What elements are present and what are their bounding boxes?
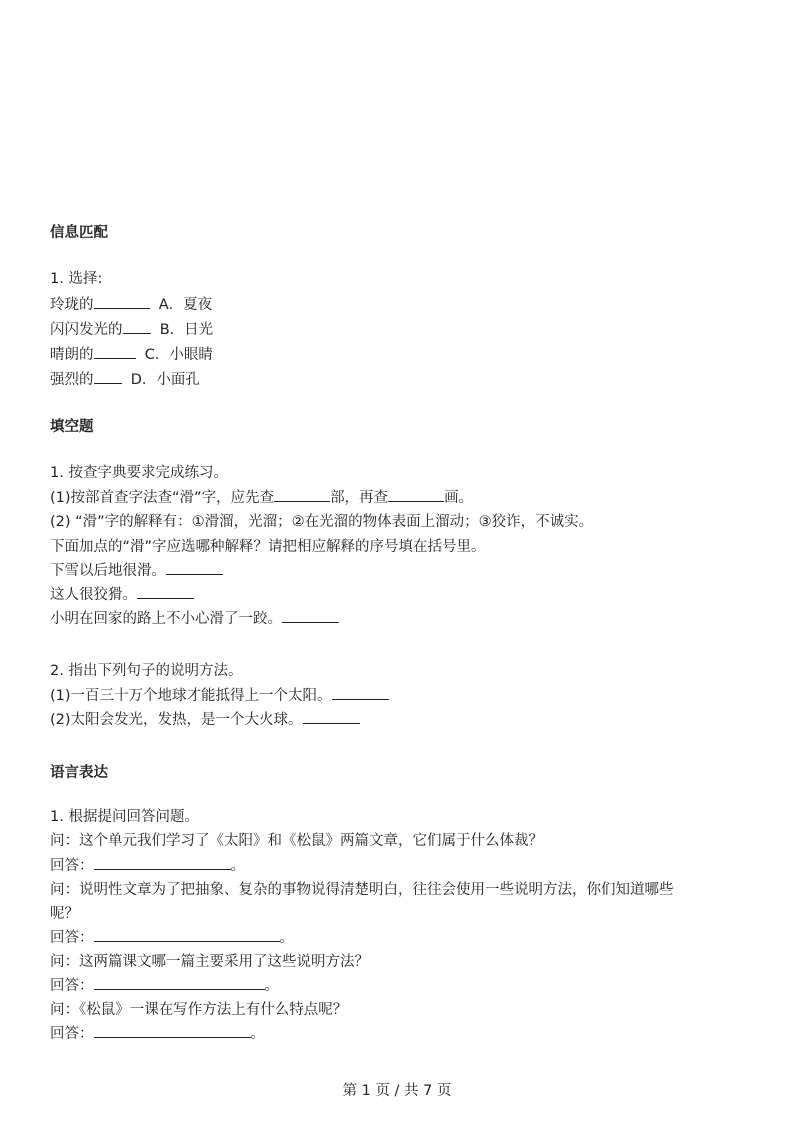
match-right: B．日光 (159, 322, 214, 338)
match-row (50, 344, 213, 366)
sentence-text: (2)太阳会发光，发热，是一个大火球。 (50, 712, 303, 728)
question-line: 呢？ (50, 906, 79, 922)
question-intro: 1. 按查字典要求完成练习。 (50, 465, 228, 481)
question-line (50, 709, 360, 731)
question-line: (2) “滑”字的解释有：①滑溜，光溜；②在光溜的物体表面上溜动；③狡诈，不诚实。 (50, 514, 594, 530)
question-line: 问：这两篇课文哪一篇主要采用了这些说明方法？ (50, 954, 369, 970)
page-footer: 第 1 页 / 共 7 页 (342, 1083, 452, 1099)
match-row (50, 319, 213, 341)
match-right: D．小面孔 (130, 372, 200, 388)
question-line (50, 584, 194, 606)
match-row (50, 369, 200, 391)
answer-blank[interactable] (94, 344, 136, 359)
question-text: 画。 (444, 490, 474, 506)
answer-blank[interactable] (94, 294, 150, 309)
question-line (50, 608, 339, 630)
section-title: 信息匹配 (50, 225, 108, 241)
answer-blank[interactable] (137, 584, 194, 599)
answer-blank[interactable] (282, 608, 339, 623)
punctuation: 。 (264, 978, 279, 994)
answer-blank[interactable] (123, 319, 151, 334)
sentence-text: (1)一百三十万个地球才能抵得上一个太阳。 (50, 688, 332, 704)
match-right: A．夏夜 (158, 297, 213, 313)
question-intro: 1. 选择: (50, 271, 103, 287)
match-left: 强烈的 (50, 372, 94, 388)
answer-blank[interactable] (332, 685, 389, 700)
answer-label: 回答： (50, 1026, 94, 1042)
punctuation: 。 (279, 930, 294, 946)
question-line (50, 487, 473, 509)
punctuation: 。 (250, 1026, 265, 1042)
question-text: (1)按部首查字法查“滑”字，应先查 (50, 490, 275, 506)
question-line (50, 685, 389, 707)
sentence-text: 小明在回家的路上不小心滑了一跤。 (50, 611, 282, 627)
question-line: 问：这个单元我们学习了《太阳》和《松鼠》两篇文章，它们属于什么体裁？ (50, 833, 543, 849)
match-right: C．小眼睛 (144, 347, 213, 363)
answer-blank[interactable] (388, 487, 444, 502)
answer-line (50, 1023, 265, 1045)
answer-label: 回答： (50, 858, 94, 874)
answer-blank[interactable] (94, 369, 122, 384)
question-intro: 2. 指出下列句子的说明方法。 (50, 663, 243, 679)
answer-label: 回答： (50, 930, 94, 946)
answer-blank[interactable] (94, 927, 280, 942)
answer-label: 回答： (50, 978, 94, 994)
question-line: 问：说明性文章为了把抽象、复杂的事物说得清楚明白，往往会使用一些说明方法，你们知道哪些 (50, 882, 674, 898)
answer-line (50, 975, 279, 997)
sentence-text: 这人很狡猾。 (50, 587, 137, 603)
answer-blank[interactable] (94, 975, 265, 990)
answer-blank[interactable] (94, 855, 231, 870)
answer-line (50, 855, 245, 877)
match-left: 闪闪发光的 (50, 322, 123, 338)
question-text: 部，再查 (330, 490, 389, 506)
answer-line (50, 927, 294, 949)
section-title: 语言表达 (50, 765, 108, 781)
question-line: 下面加点的“滑”字应选哪种解释？请把相应解释的序号填在括号里。 (50, 539, 486, 555)
section-title: 填空题 (50, 419, 94, 435)
sentence-text: 下雪以后地很滑。 (50, 563, 166, 579)
match-left: 晴朗的 (50, 347, 94, 363)
punctuation: 。 (230, 858, 245, 874)
question-intro: 1. 根据提问回答问题。 (50, 809, 199, 825)
answer-blank[interactable] (166, 560, 223, 575)
match-row (50, 294, 212, 316)
answer-blank[interactable] (303, 709, 360, 724)
answer-blank[interactable] (274, 487, 330, 502)
answer-blank[interactable] (94, 1023, 251, 1038)
question-line (50, 560, 223, 582)
match-left: 玲珑的 (50, 297, 94, 313)
question-line: 问：《松鼠》一课在写作方法上有什么特点呢？ (50, 1002, 348, 1018)
